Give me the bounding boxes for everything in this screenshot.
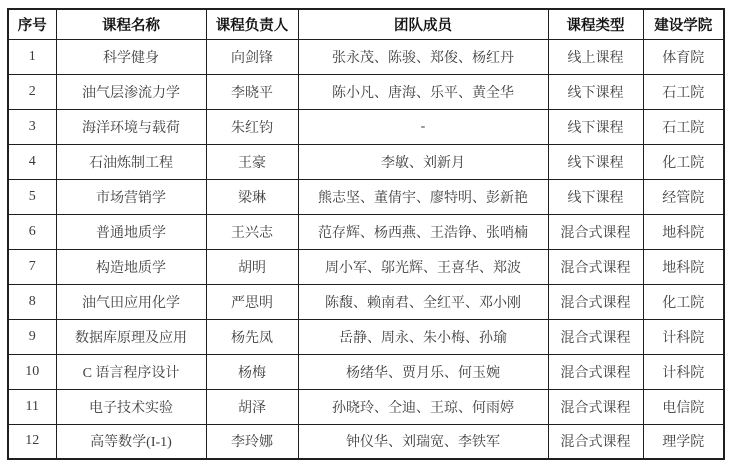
cell-index: 5 (8, 179, 56, 214)
cell-college: 石工院 (643, 74, 724, 109)
cell-course-name: 石油炼制工程 (56, 144, 206, 179)
cell-type: 线下课程 (548, 74, 643, 109)
cell-index: 9 (8, 319, 56, 354)
cell-type: 线下课程 (548, 109, 643, 144)
table-row (8, 109, 724, 144)
cell-leader: 王兴志 (206, 214, 298, 249)
cell-college: 地科院 (643, 214, 724, 249)
table-row (8, 284, 724, 319)
header-course-name: 课程名称 (56, 9, 206, 39)
table-row (8, 179, 724, 214)
cell-college: 化工院 (643, 144, 724, 179)
table-row (8, 39, 724, 74)
cell-index: 3 (8, 109, 56, 144)
cell-course-name: C 语言程序设计 (56, 354, 206, 389)
header-team: 团队成员 (298, 9, 548, 39)
cell-course-name: 市场营销学 (56, 179, 206, 214)
cell-type: 混合式课程 (548, 389, 643, 424)
cell-index: 2 (8, 74, 56, 109)
cell-index: 4 (8, 144, 56, 179)
cell-college: 地科院 (643, 249, 724, 284)
cell-leader: 李玲娜 (206, 424, 298, 459)
cell-type: 线上课程 (548, 39, 643, 74)
cell-type: 混合式课程 (548, 319, 643, 354)
cell-college: 理学院 (643, 424, 724, 459)
cell-type: 混合式课程 (548, 424, 643, 459)
header-college: 建设学院 (643, 9, 724, 39)
cell-course-name: 构造地质学 (56, 249, 206, 284)
cell-team: 李敏、刘新月 (298, 144, 548, 179)
cell-team: 陈馥、赖南君、全红平、邓小刚 (298, 284, 548, 319)
cell-team: 陈小凡、唐海、乐平、黄全华 (298, 74, 548, 109)
cell-leader: 朱红钧 (206, 109, 298, 144)
header-leader: 课程负责人 (206, 9, 298, 39)
cell-college: 计科院 (643, 354, 724, 389)
cell-leader: 向剑锋 (206, 39, 298, 74)
cell-type: 线下课程 (548, 179, 643, 214)
cell-college: 石工院 (643, 109, 724, 144)
cell-index: 1 (8, 39, 56, 74)
cell-college: 电信院 (643, 389, 724, 424)
cell-type: 混合式课程 (548, 284, 643, 319)
cell-type: 混合式课程 (548, 354, 643, 389)
table-row (8, 74, 724, 109)
cell-leader: 胡泽 (206, 389, 298, 424)
cell-team: 熊志坚、董倩宇、廖特明、彭新艳 (298, 179, 548, 214)
cell-leader: 李晓平 (206, 74, 298, 109)
header-type: 课程类型 (548, 9, 643, 39)
table-row (8, 144, 724, 179)
cell-team: - (298, 109, 548, 144)
cell-team: 杨绪华、贾月乐、何玉婉 (298, 354, 548, 389)
cell-index: 11 (8, 389, 56, 424)
cell-team: 钟仪华、刘瑞宽、李铁军 (298, 424, 548, 459)
cell-type: 线下课程 (548, 144, 643, 179)
table-row (8, 249, 724, 284)
cell-college: 体育院 (643, 39, 724, 74)
cell-college: 计科院 (643, 319, 724, 354)
cell-team: 岳静、周永、朱小梅、孙瑜 (298, 319, 548, 354)
cell-index: 8 (8, 284, 56, 319)
cell-course-name: 海洋环境与载荷 (56, 109, 206, 144)
header-index: 序号 (8, 9, 56, 39)
cell-course-name: 油气层渗流力学 (56, 74, 206, 109)
cell-course-name: 科学健身 (56, 39, 206, 74)
cell-index: 6 (8, 214, 56, 249)
table-row (8, 214, 724, 249)
table-row (8, 424, 724, 459)
cell-course-name: 油气田应用化学 (56, 284, 206, 319)
cell-team: 范存辉、杨西燕、王浩铮、张哨楠 (298, 214, 548, 249)
cell-leader: 梁琳 (206, 179, 298, 214)
cell-leader: 王豪 (206, 144, 298, 179)
cell-course-name: 电子技术实验 (56, 389, 206, 424)
cell-college: 化工院 (643, 284, 724, 319)
cell-index: 7 (8, 249, 56, 284)
cell-team: 孙晓玲、仝迪、王琼、何雨婷 (298, 389, 548, 424)
course-table (7, 8, 725, 460)
cell-team: 周小军、邬光辉、王喜华、郑波 (298, 249, 548, 284)
table-row (8, 319, 724, 354)
cell-type: 混合式课程 (548, 214, 643, 249)
cell-leader: 杨先凤 (206, 319, 298, 354)
table-row (8, 389, 724, 424)
cell-index: 12 (8, 424, 56, 459)
cell-type: 混合式课程 (548, 249, 643, 284)
cell-leader: 胡明 (206, 249, 298, 284)
cell-leader: 严思明 (206, 284, 298, 319)
cell-leader: 杨梅 (206, 354, 298, 389)
cell-team: 张永茂、陈骏、郑俊、杨红丹 (298, 39, 548, 74)
table-row (8, 354, 724, 389)
cell-course-name: 数据库原理及应用 (56, 319, 206, 354)
cell-course-name: 高等数学(I-1) (56, 424, 206, 459)
cell-course-name: 普通地质学 (56, 214, 206, 249)
cell-index: 10 (8, 354, 56, 389)
table-body (8, 39, 724, 459)
header-row (8, 9, 724, 39)
cell-college: 经管院 (643, 179, 724, 214)
